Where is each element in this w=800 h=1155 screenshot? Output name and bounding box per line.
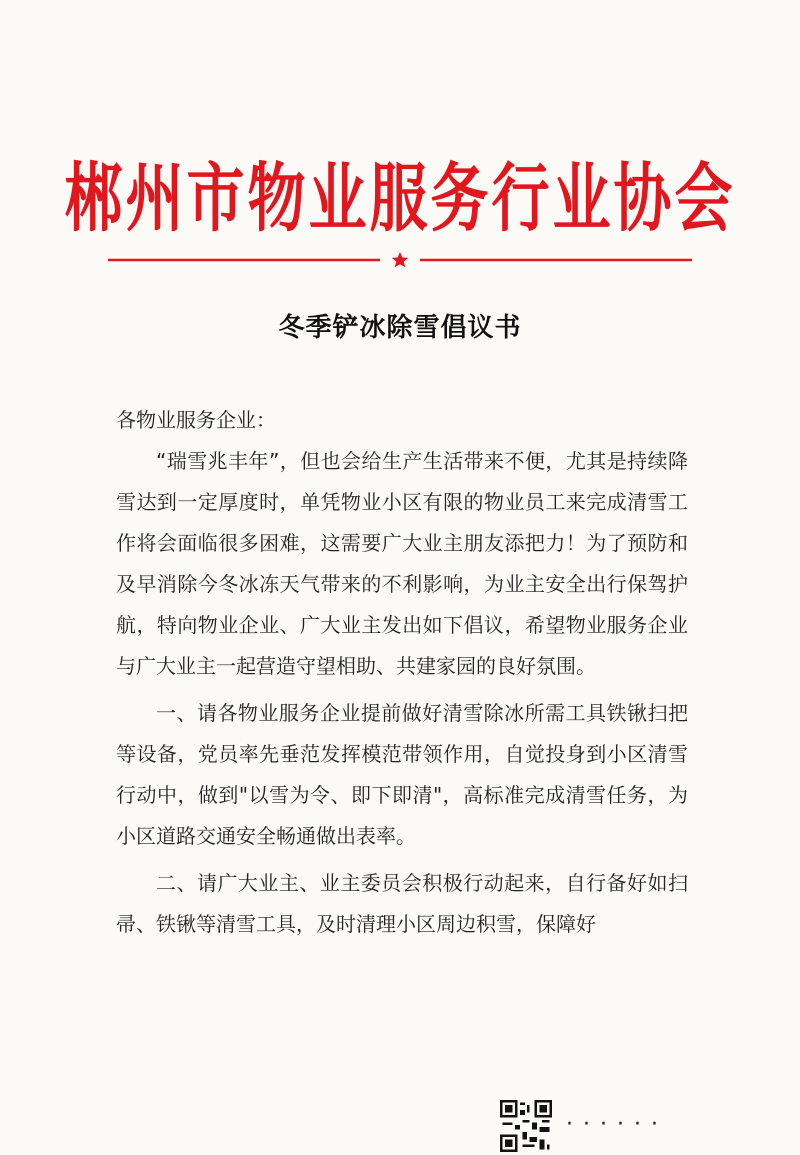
paragraph: “瑞雪兆丰年”，但也会给生产生活带来不便，尤其是持续降雪达到一定厚度时，单凭物业小区有限的物业员工来完成清雪工作将会面临很多困难，这需要广大业主朋友添把力！为了预防和及早消除今冬冰冻天气带来的不利影响，为业主安全出行保驾护航，特向物业企业、广大业主发出如下倡议，希望物业服务企业与广大业主一起营造守望相助、共建家园的良好氛围。: [116, 449, 688, 678]
page-continuation-dots: ······: [566, 1112, 668, 1137]
letterhead-divider: [108, 252, 692, 268]
star-icon: [392, 252, 409, 267]
paragraph: 二、请广大业主、业主委员会积极行动起来，自行备好如扫帚、铁锹等清雪工具，及时清理小区周边积雪，保障好: [116, 871, 688, 936]
organization-letterhead: 郴州市物业服务行业协会: [64, 154, 736, 242]
paragraph: 一、请各物业服务企业提前做好清雪除冰所需工具铁锹扫把等设备，党员率先垂范发挥模范带领作用，自觉投身到小区清雪行动中，做到"以雪为令、即下即清"，高标准完成清雪任务，为小区道路交通安全畅通做出表率。: [116, 701, 688, 848]
document-body: [116, 400, 688, 945]
salutation: 各物业服务企业：: [116, 408, 276, 432]
qr-code-icon: [500, 1100, 552, 1152]
document-title: 冬季铲冰除雪倡议书: [278, 313, 522, 343]
